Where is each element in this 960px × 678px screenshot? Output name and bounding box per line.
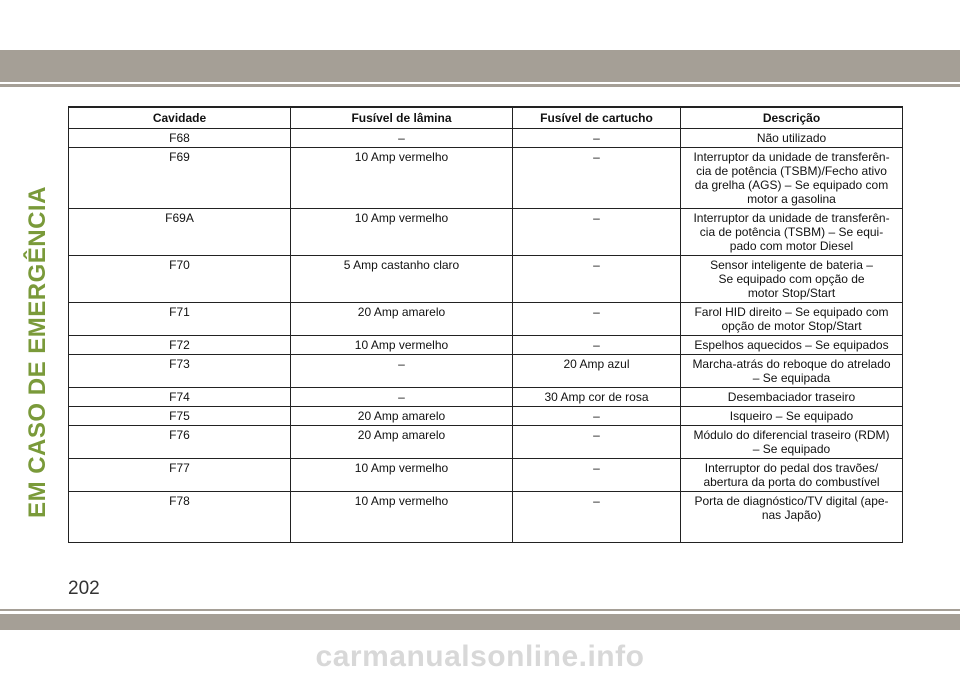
table-row bbox=[69, 148, 903, 209]
table-row bbox=[69, 459, 903, 492]
cell-fusivel-cartucho: – bbox=[513, 148, 681, 209]
cell-cavidade: F74 bbox=[69, 388, 291, 407]
cell-cavidade: F73 bbox=[69, 355, 291, 388]
table-row bbox=[69, 426, 903, 459]
cell-descricao: Não utilizado bbox=[681, 129, 903, 148]
table-row bbox=[69, 209, 903, 256]
cell-cavidade: F78 bbox=[69, 492, 291, 543]
cell-cavidade: F77 bbox=[69, 459, 291, 492]
cell-fusivel-cartucho: – bbox=[513, 336, 681, 355]
bottom-band bbox=[0, 614, 960, 630]
fuse-table bbox=[68, 106, 903, 543]
cell-fusivel-lamina: – bbox=[291, 355, 513, 388]
cell-cavidade: F70 bbox=[69, 256, 291, 303]
cell-cavidade: F68 bbox=[69, 129, 291, 148]
cell-fusivel-lamina: – bbox=[291, 129, 513, 148]
cell-fusivel-lamina: 5 Amp castanho claro bbox=[291, 256, 513, 303]
cell-fusivel-lamina: – bbox=[291, 388, 513, 407]
cell-descricao: Marcha-atrás do reboque do atrelado – Se equipada bbox=[681, 355, 903, 388]
cell-fusivel-lamina: 10 Amp vermelho bbox=[291, 336, 513, 355]
cell-cavidade: F76 bbox=[69, 426, 291, 459]
cell-cavidade: F69 bbox=[69, 148, 291, 209]
cell-descricao: Módulo do diferencial traseiro (RDM) – Se equipado bbox=[681, 426, 903, 459]
header-fusivel-lamina: Fusível de lâmina bbox=[291, 107, 513, 129]
cell-fusivel-cartucho: – bbox=[513, 492, 681, 543]
fuse-table-body bbox=[69, 129, 903, 543]
cell-fusivel-cartucho: 30 Amp cor de rosa bbox=[513, 388, 681, 407]
cell-fusivel-cartucho: – bbox=[513, 459, 681, 492]
cell-descricao: Desembaciador traseiro bbox=[681, 388, 903, 407]
section-side-title: EM CASO DE EMERGÊNCIA bbox=[24, 186, 51, 518]
cell-descricao: Farol HID direito – Se equipado com opção de motor Stop/Start bbox=[681, 303, 903, 336]
top-band bbox=[0, 50, 960, 82]
cell-descricao: Porta de diagnóstico/TV digital (ape- nas Japão) bbox=[681, 492, 903, 543]
table-row bbox=[69, 355, 903, 388]
cell-cavidade: F75 bbox=[69, 407, 291, 426]
cell-cavidade: F71 bbox=[69, 303, 291, 336]
table-row bbox=[69, 492, 903, 543]
cell-fusivel-lamina: 10 Amp vermelho bbox=[291, 492, 513, 543]
cell-fusivel-cartucho: 20 Amp azul bbox=[513, 355, 681, 388]
table-row bbox=[69, 129, 903, 148]
cell-fusivel-cartucho: – bbox=[513, 426, 681, 459]
cell-fusivel-lamina: 10 Amp vermelho bbox=[291, 459, 513, 492]
table-row bbox=[69, 256, 903, 303]
table-row bbox=[69, 407, 903, 426]
cell-fusivel-lamina: 10 Amp vermelho bbox=[291, 148, 513, 209]
header-descricao: Descrição bbox=[681, 107, 903, 129]
table-row bbox=[69, 303, 903, 336]
cell-descricao: Interruptor do pedal dos travões/ abertura da porta do combustível bbox=[681, 459, 903, 492]
cell-cavidade: F69A bbox=[69, 209, 291, 256]
cell-fusivel-cartucho: – bbox=[513, 407, 681, 426]
header-fusivel-cartucho: Fusível de cartucho bbox=[513, 107, 681, 129]
table-header-row bbox=[69, 107, 903, 129]
cell-fusivel-lamina: 10 Amp vermelho bbox=[291, 209, 513, 256]
cell-fusivel-cartucho: – bbox=[513, 303, 681, 336]
cell-fusivel-lamina: 20 Amp amarelo bbox=[291, 426, 513, 459]
cell-descricao: Isqueiro – Se equipado bbox=[681, 407, 903, 426]
cell-fusivel-lamina: 20 Amp amarelo bbox=[291, 303, 513, 336]
cell-descricao: Interruptor da unidade de transferên- cia de potência (TSBM) – Se equi- pado com motor Diesel bbox=[681, 209, 903, 256]
page-number: 202 bbox=[68, 578, 100, 599]
cell-descricao: Interruptor da unidade de transferên- cia de potência (TSBM)/Fecho ativo da grelha (AGS) – Se equipado com motor a gasolina bbox=[681, 148, 903, 209]
watermark-text: carmanualsonline.info bbox=[315, 640, 645, 673]
cell-fusivel-lamina: 20 Amp amarelo bbox=[291, 407, 513, 426]
cell-descricao: Sensor inteligente de bateria – Se equipado com opção de motor Stop/Start bbox=[681, 256, 903, 303]
header-cavidade: Cavidade bbox=[69, 107, 291, 129]
bottom-rule bbox=[0, 609, 960, 611]
cell-fusivel-cartucho: – bbox=[513, 209, 681, 256]
cell-fusivel-cartucho: – bbox=[513, 256, 681, 303]
top-rule bbox=[0, 84, 960, 87]
cell-descricao: Espelhos aquecidos – Se equipados bbox=[681, 336, 903, 355]
table-row bbox=[69, 388, 903, 407]
cell-cavidade: F72 bbox=[69, 336, 291, 355]
table-row bbox=[69, 336, 903, 355]
cell-fusivel-cartucho: – bbox=[513, 129, 681, 148]
